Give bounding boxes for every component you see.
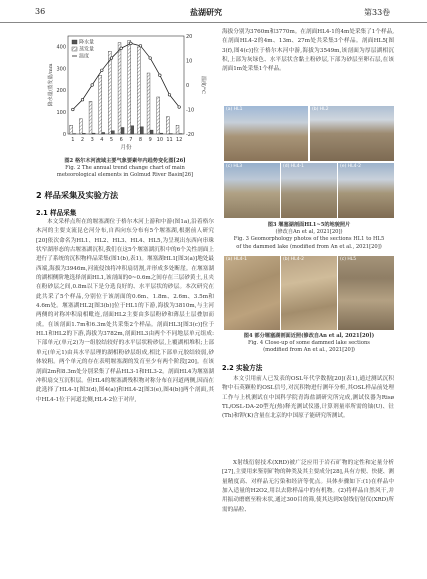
bar-evaporation [176,125,179,134]
x-tick-label: 10 [156,137,164,143]
bar-evaporation [108,51,111,134]
x-tick-label: 11 [166,137,173,143]
right-column-text-3 [222,459,394,573]
photo-closeup-hl5 [338,256,394,330]
bar-evaporation [128,40,131,134]
page-number: 36 [35,7,46,16]
legend-swatch-evaporation [72,47,77,51]
x-tick-label: 3 [90,137,94,143]
bar-evaporation [70,125,73,134]
figure2-chart [44,28,208,156]
photo-hl4-2 [338,163,394,218]
y-right-tick-label: -10 [186,107,195,114]
figure4-caption-en-1: Fig. 4 Close-up of some dammed lake sections [248,340,370,347]
paragraph: X射线衍射技术(XRD)被广泛应用于岩石矿物的定性和定量分析[27],主要用来鉴别矿物的种类及其主要成分[28],具有方便、快捷、测量精度高、对样品无污染和经济等优点。具体步骤如下:(1)在样品中加入适量的H2O2,用以去除样品中的有机物。(2)将样品自然风干,并用振动磨磨至粉末状,通过300目的筛,使其达到X射线衍射仪(XRD)所需的晶粒、 [222,460,394,513]
section-title: 2 样品采集及实验方法 [36,190,119,200]
bar-evaporation [166,117,169,134]
bar-precipitation [112,131,115,134]
x-tick-label: 4 [100,137,104,143]
y-left-tick-label: 400 [56,44,66,51]
temperature-point [130,42,133,45]
photo-label: (d) HL4-1 [283,164,305,169]
legend-label: 温度 [79,53,90,60]
journal-name: 盐湖研究 [190,7,222,17]
temperature-point [81,98,84,101]
x-tick-label: 5 [109,137,114,143]
legend-label: 降水量 [79,39,95,46]
x-tick-label: 12 [175,137,183,143]
x-tick-label: 7 [129,137,133,143]
bar-evaporation [79,119,82,134]
bar-precipitation [160,133,163,134]
photo-closeup-hl4-2 [281,256,337,330]
photo-label: (b) HL4-2 [283,257,305,262]
temperature-point [72,108,75,111]
figure3-caption-en-1: Fig. 3 Geomorphology photos of the sections HL1 to HL5 [233,236,385,243]
subsection-title-1: 2.1 样品采集 [36,209,77,217]
bar-precipitation [92,133,95,134]
figure3-photo-grid [224,106,394,218]
bar-precipitation [131,126,134,134]
x-tick-label: 9 [148,137,152,143]
temperature-point [120,47,123,50]
temperature-point [91,84,94,87]
y-left-tick-label: 0 [62,131,66,138]
photo-label: (c) HL5 [340,257,357,262]
bar-precipitation [121,127,124,134]
y-right-tick-label: 0 [186,82,190,89]
figure2-caption [36,158,214,180]
paragraph: 海拔分别为3760m和3770m。在剖面HL4-1的4m处采集了1个样品,在剖面HL4-2的4m、13m、27m处共采集3个样品。剖面HL5[图3(f),图4(c)]位于格尔木河中游,海拔为3549m,该剖面为厚层湖相沉积,上部为灰绿色、水平层状含黏土粉砂层,下部为砂层至卵石层,在该剖面1m处采集1个样品。 [222,29,394,73]
y-right-tick-label: -20 [186,131,195,138]
figure2-caption-en-2: meteorological elements in Golmud River Basin[26] [56,172,194,179]
figure3-caption [222,222,396,251]
photo-label: (a) HL4-1 [226,257,247,262]
x-tick-label: 6 [119,137,123,143]
figure4-caption-cn: 图4 部分堰塞湖剖面近照(修改自An et al, 2021[20]) [243,333,375,339]
y-left-tick-label: 300 [56,66,66,73]
bar-evaporation [89,101,92,134]
paragraph: 本文采样点所在的堰塞湖位于格尔木河上游和中游(图1a),沿着格尔木河的主要支流昆仑河分布,自西向东分布有5个堰塞湖,根据前人研究[20]依次命名为HL1、HL2、HL3、HL4、HL5,为呈现出东西向串珠状窄湖形态的古堰塞湖沉积,我们在这5个堰塞湖沉积中的6个关性剖面上进行了系统的沉积物样品采集(图1(b),表1)。堰塞湖HL1[图3(a)]地处最西端,海拔为3946m,河流侵蚀将冲积扇切割,并形成多处断崖。在堰塞湖的湖相侧阶地选择剖面HL1,该剖面的0~0.6m之间存在三层砂黄土,且夹在粉砂层之间,0.8m以下是分选良好的、水平层状的砂层。本次研究在此共采了5个样品,分别位于该剖面的0.6m、1.8m、2.6m、3.5m和4.6m处。堰塞湖HL2[图3(b)]位于HL1的下游,海拔为3810m,与主河两侧的对称冲积扇相毗连,剖面HL2主要由多层粉砂和薄层土层叠加而成。在该剖面1.7m和6.3m处共采集2个样品。剖面HL3[图3(c)]位于HL1和HL2的下游,海拔为3782m,剖面HL3由两个不同地层单元组成:下部单元(单元2)为一组胶结较好的水平层状粉砂层,上覆湖相堆积;上部单元(单元1)由具水平层理的湖相粉砂层组成,相比下部单元胶结较弱,砂体较粗。两个单元的存在表明堰塞湖的发育至少有两个阶段[20]。在该剖面2m和8.3m处分别采集了样品HL3-1和HL3-2。剖面HL4为堰塞湖冲积扇交互沉积层。但HL4的堰塞湖残积物对称分布在河道两侧,因而在此选择了HL4-1[图3(d),图4(a)]和HL4-2[图3(e),图4(b)]两个剖面,其中HL4-1位于河道北侧,HL4-2位于对岸, [36,219,214,403]
legend-label: 蒸发量 [79,46,95,53]
y-right-tick-label: 20 [186,33,193,40]
temperature-point [101,69,104,72]
photo-label: (e) HL4-2 [340,164,361,169]
temperature-point [149,57,152,60]
photo-label: (c) HL3 [226,164,243,169]
temperature-point [178,106,181,109]
y-left-tick-label: 200 [56,88,66,95]
bar-precipitation [83,133,86,134]
bar-evaporation [157,97,160,134]
figure3-caption-cn-1: 图3 堰塞湖剖面HL1~5的地貌照片 [267,222,351,228]
volume-number: 第33卷 [364,8,391,17]
photo-hl4-1 [281,163,337,218]
x-tick-label: 1 [71,137,75,143]
figure2-caption-cn: 图2 格尔木河流域主要气象要素年内趋势变化图[26] [64,158,186,164]
running-header [0,0,427,23]
bar-evaporation [147,73,150,134]
photo-hl2 [310,106,394,161]
figure4-caption [222,333,396,355]
bar-evaporation [99,75,102,134]
y-left-axis-label: 降水量/蒸发量/mm [48,63,54,107]
bar-precipitation [102,132,105,134]
paragraph: 本文引用前人已发表的OSL年代学数据[20](表1),通过测试沉积物中石英颗粒的OSL信号,对沉积物进行测年分析,其OSL样品前处理工作与上机测试在中国科学院青海盐湖研究所完成,测试仪器为Risø TL/OSL-DA-20型光(热)释光测试仪器,计算剂量率所需的铀(U)、钍(Th)和钾(K)含量在北京的中国原子能研究所测试。 [222,376,394,420]
bar-precipitation [150,130,153,134]
right-column-text-2 [222,375,394,455]
y-left-tick-label: 100 [56,110,66,117]
y-right-axis-label: 温度/°C [200,75,206,95]
temperature-point [110,57,113,60]
left-column-body [36,218,214,573]
legend-swatch-precipitation [72,40,77,44]
x-axis-label: 月份 [120,145,132,151]
bar-evaporation [118,43,121,134]
temperature-point [168,94,171,97]
bar-evaporation [137,47,140,134]
figure2-caption-en-1: Fig. 2 The annual trend change chart of main [65,165,185,172]
x-tick-label: 8 [138,137,143,143]
photo-label: (b) HL2 [312,107,329,112]
figure4-caption-en-2: (modified from An et al., 2021[20]) [263,347,355,354]
photo-label: (a) HL1 [226,107,243,112]
photo-closeup-hl4-1 [224,256,280,330]
x-tick-label: 2 [80,137,85,143]
temperature-point [139,45,142,48]
temperature-point [159,74,162,77]
right-column-text-1 [222,28,394,104]
subsection-title-2: 2.2 实验方法 [222,364,263,372]
figure3-caption-en-2: of the dammed lake (modified from An et al., 2021[20]) [236,243,382,250]
photo-hl1 [224,106,308,161]
figure3-caption-cn-2: (修改自An et al, 2021[20]) [275,229,343,236]
figure4-photo-grid [224,256,394,330]
y-right-tick-label: 10 [186,58,193,65]
bar-precipitation [141,127,144,134]
photo-hl3 [224,163,280,218]
